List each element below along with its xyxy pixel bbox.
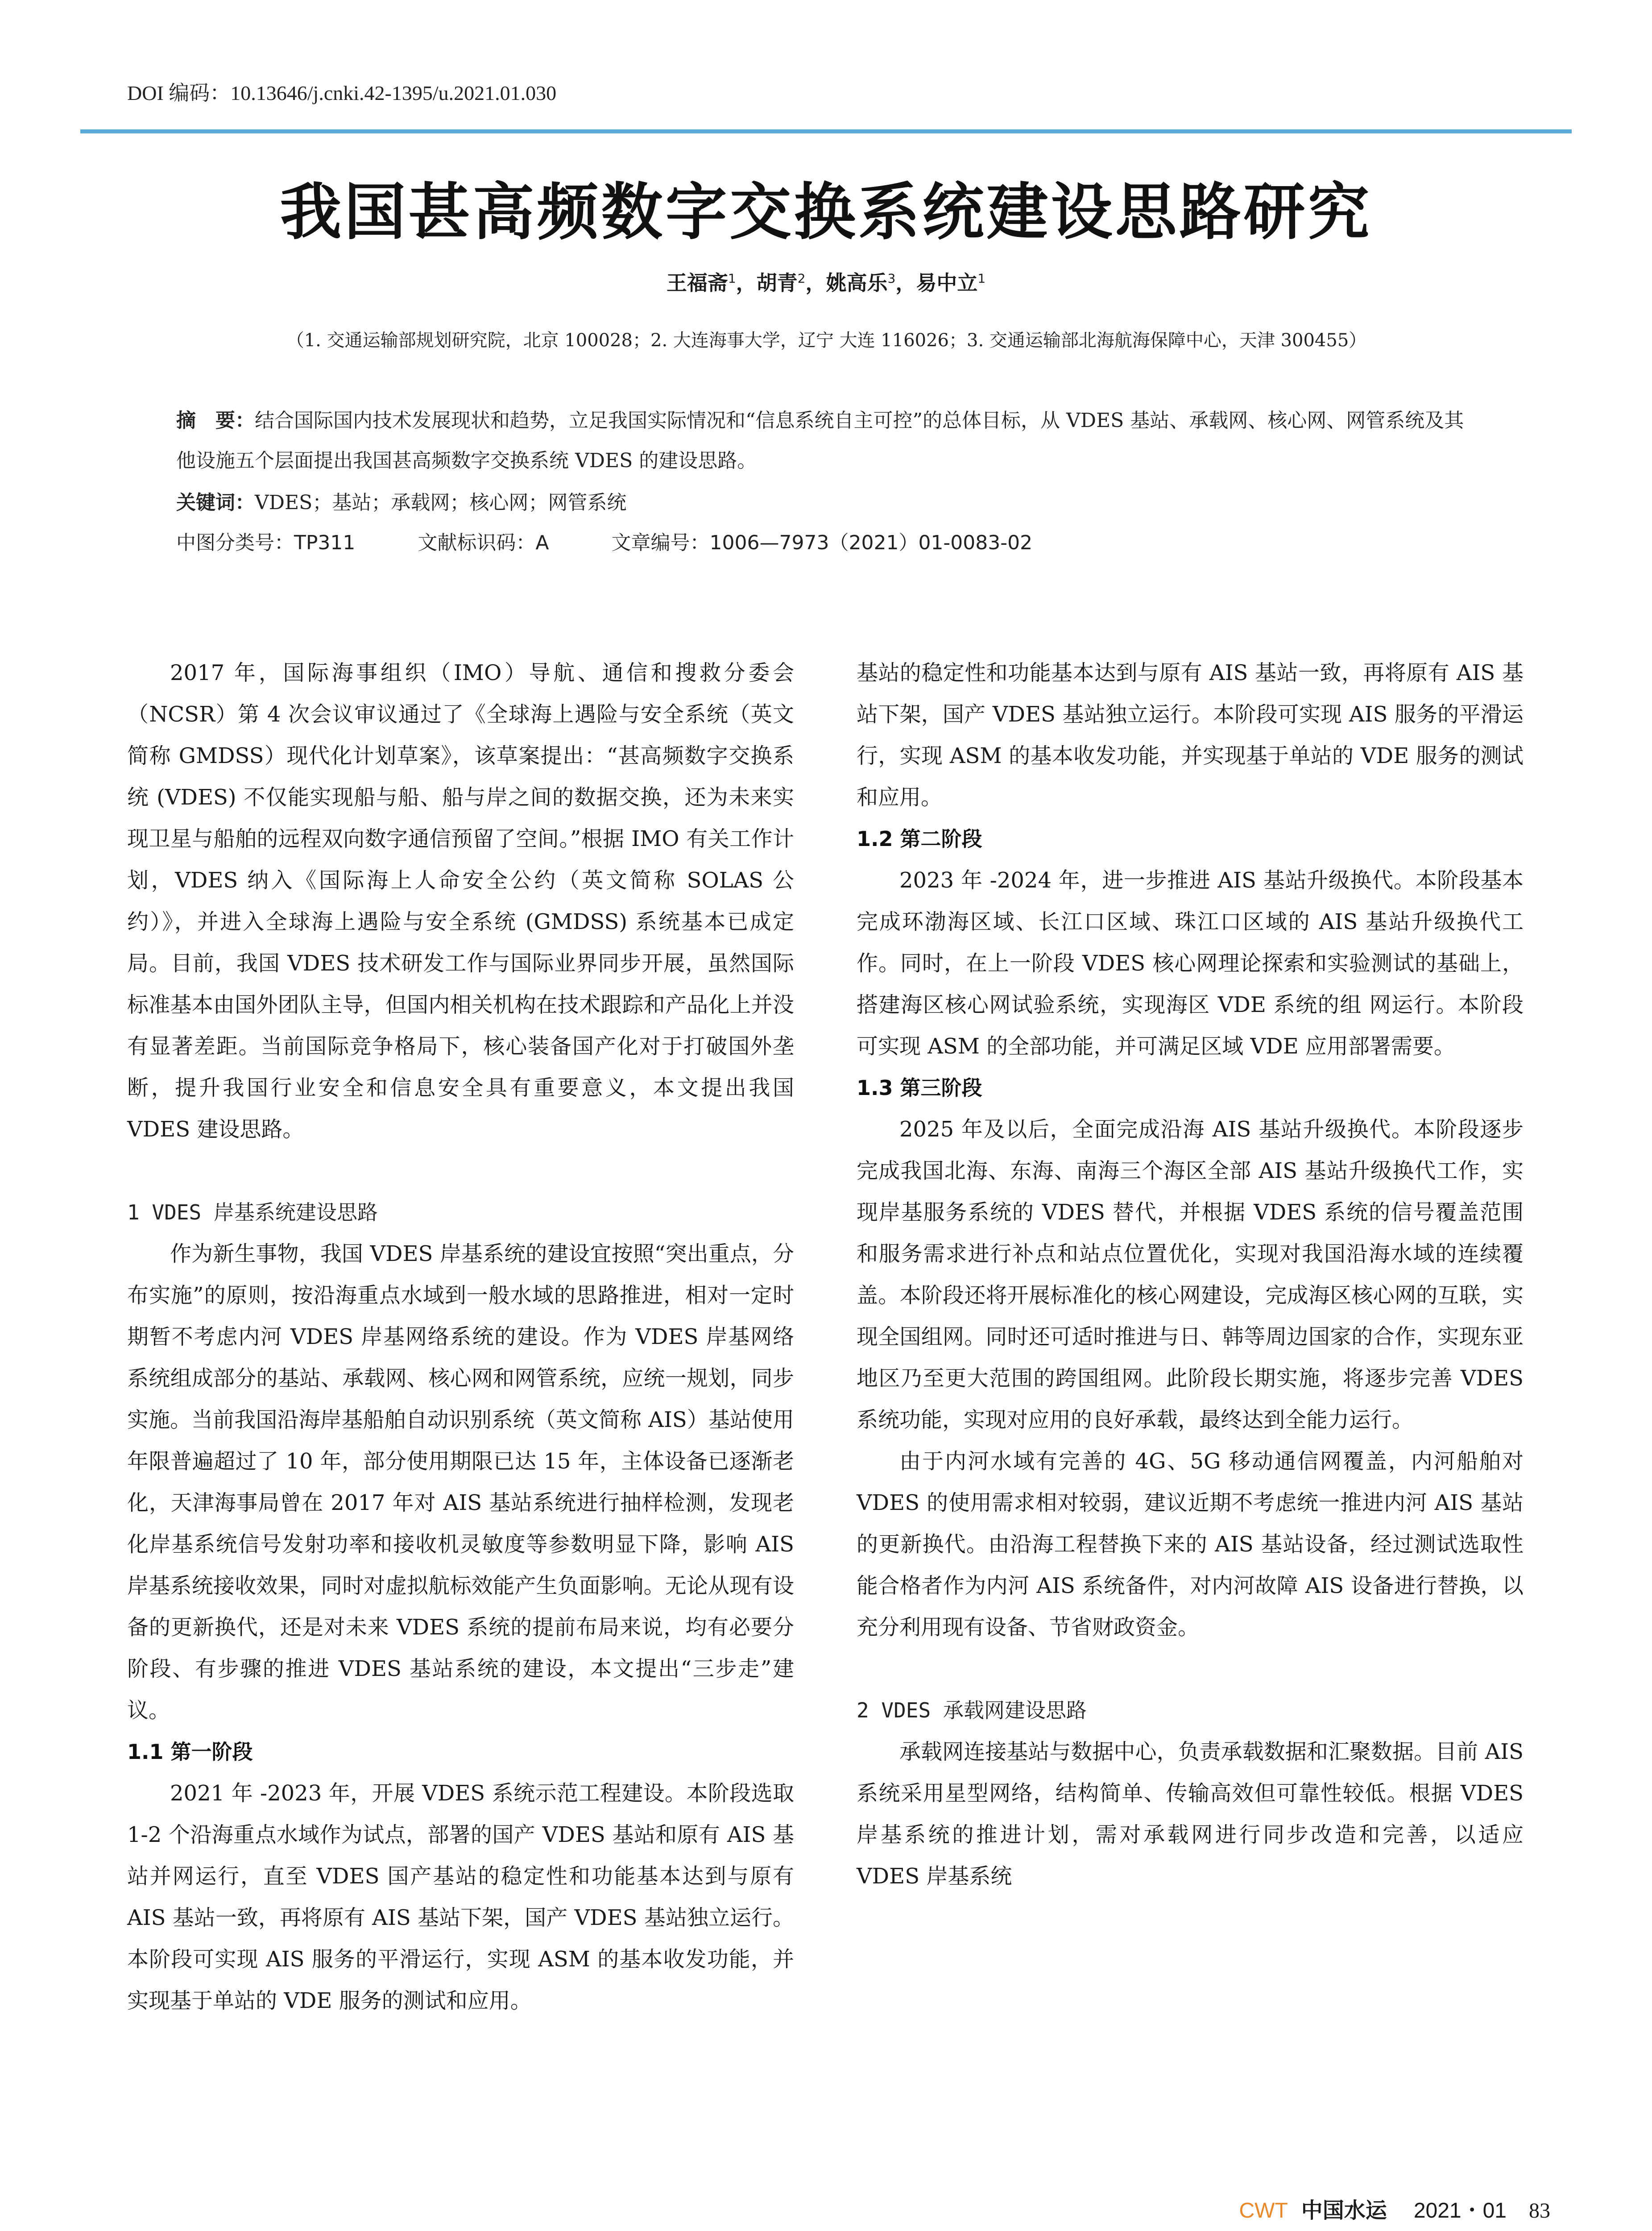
section-2-paragraph: 承载网连接基站与数据中心，负责承载数据和汇聚数据。目前 AIS 系统采用星型网络，结构简单、传输高效但可靠性较低。根据 VDES 岸基系统的推进计划，需对承载网进行同步改造和完善，以适应 VDES 岸基系统 [857,1739,1524,1889]
abstract-label: 摘 要： [176,409,255,432]
section-1-3-paragraph-2: 由于内河水域有完善的 4G、5G 移动通信网覆盖，内河船舶对 VDES 的使用需求相对较弱，建议近期不考虑统一推进内河 AIS 基站的更新换代。由沿海工程替换下来的 AIS 基站设备，经过测试选取性能合格者作为内河 AIS 系统备件，对内河故障 AIS 设备进行替换，以充分利用现有设备、节省财政资金。 [857,1449,1524,1640]
affiliations: （1. 交通运输部规划研究院，北京 100028；2. 大连海事大学，辽宁 大连 116026；3. 交通运输部北海航海保障中心，天津 300455） [286,330,1367,351]
issue-number: 2021・01 [1413,2199,1507,2223]
abstract [176,401,1483,481]
author-name: 易中立 [916,271,978,295]
page-footer [1239,2193,1551,2224]
author-name: 王福斋 [666,271,728,295]
right-column [857,652,1524,1897]
left-column [127,652,794,2013]
author-affil-mark: 2 [797,271,806,286]
intro-paragraph: 2017 年，国际海事组织（IMO）导航、通信和搜救分委会（NCSR）第 4 次会议审议通过了《全球海上遇险与安全系统（英文简称 GMDSS）现代化计划草案》，该草案提出：“甚高频数字交换系统 (VDES) 不仅能实现船与船、船与岸之间的数据交换，还为未来实现卫星与船舶的远程双向数字通信预留了空间。”根据 IMO 有关工作计划，VDES 纳入《国际海上人命安全公约（英文简称 SOLAS 公约）》，并进入全球海上遇险与安全系统 (GMDSS) 系统基本已成定局。目前，我国 VDES 技术研发工作与国际业界同步开展，虽然国际标准基本由国外团队主导，但国内相关机构在技术跟踪和产品化上并没有显著差距。当前国际竞争格局下，核心装备国产化对于打破国外垄断，提升我国行业安全和信息安全具有重要意义，本文提出我国 VDES 建设思路。 [127,660,794,1142]
section-1-2-heading: 1.2 第二阶段 [857,827,982,851]
section-1-1-paragraph: 2021 年 -2023 年，开展 VDES 系统示范工程建设。本阶段选取 1-2 个沿海重点水域作为试点，部署的国产 VDES 基站和原有 AIS 基站并网运行，直至 VDES 国产基站的稳定性和功能基本达到与原有 AIS 基站一致，再将原有 AIS 基站下架，国产 VDES 基站独立运行。本阶段可实现 AIS 服务的平滑运行，实现 ASM 的基本收发功能，并实现基于单站的 VDE 服务的测试和应用。 [127,1781,794,2013]
doi-line: DOI 编码：10.13646/j.cnki.42-1395/u.2021.01.030 [127,82,557,104]
journal-name: 中国水运 [1301,2198,1387,2223]
clc-code: 中图分类号：TP311 [176,531,356,554]
keywords-text: VDES；基站；承载网；核心网；网管系统 [255,491,627,514]
document-code: 文献标识码：A [418,531,549,554]
section-2-heading: 2 VDES 承载网建设思路 [857,1698,1087,1722]
author-affil-mark: 3 [887,271,896,286]
author-list: 王福斋$^1$，胡青$^2$，姚高乐$^3$，易中立$^1$ [666,271,986,295]
section-1-heading: 1 VDES 岸基系统建设思路 [127,1200,378,1224]
section-1-paragraph: 作为新生事物，我国 VDES 岸基系统的建设宜按照“突出重点，分布实施”的原则，按沿海重点水域到一般水域的思路推进，相对一定时期暂不考虑内河 VDES 岸基网络系统的建设。作为 VDES 岸基网络系统组成部分的基站、承载网、核心网和网管系统，应统一规划，同步实施。当前我国沿海岸基船舶自动识别系统（英文简称 AIS）基站使用年限普遍超过了 10 年，部分使用期限已达 15 年，主体设备已逐渐老化，天津海事局曾在 2017 年对 AIS 基站系统进行抽样检测，发现老化岸基系统信号发射功率和接收机灵敏度等参数明显下降，影响 AIS 岸基系统接收效果，同时对虚拟航标效能产生负面影响。无论从现有设备的更新换代，还是对未来 VDES 系统的提前布局来说，均有必要分阶段、有步骤的推进 VDES 基站系统的建设，本文提出“三步走”建议。 [127,1241,794,1723]
section-1-1-paragraph-continued: 基站的稳定性和功能基本达到与原有 AIS 基站一致，再将原有 AIS 基站下架，国产 VDES 基站独立运行。本阶段可实现 AIS 服务的平滑运行，实现 ASM 的基本收发功能，并实现基于单站的 VDE 服务的测试和应用。 [857,660,1524,810]
section-1-1-heading: 1.1 第一阶段 [127,1740,253,1764]
abstract-text: 结合国际国内技术发展现状和趋势，立足我国实际情况和“信息系统自主可控”的总体目标，从 VDES 基站、承载网、核心网、网管系统及其他设施五个层面提出我国甚高频数字交换系统 VDES 的建设思路。 [176,409,1464,472]
author-name: 胡青 [756,271,798,295]
classification-codes [176,523,1483,563]
journal-abbrev: CWT [1239,2199,1288,2223]
section-1-2-paragraph: 2023 年 -2024 年，进一步推进 AIS 基站升级换代。本阶段基本完成环渤海区域、长江口区域、珠江口区域的 AIS 基站升级换代工作。同时，在上一阶段 VDES 核心网理论探索和实验测试的基础上，搭建海区核心网试验系统，实现海区 VDE 系统的组 网运行。本阶段可实现 ASM 的全部功能，并可满足区域 VDE 应用部署需要。 [857,868,1524,1059]
author-affil-mark: 1 [977,271,986,286]
author-affil-mark: 1 [728,271,736,286]
paper-title: 我国甚高频数字交换系统建设思路研究 [280,175,1372,248]
header-rule [80,129,1572,133]
page-number: 83 [1529,2199,1550,2223]
article-number: 文章编号：1006—7973（2021）01-0083-02 [611,531,1033,554]
section-1-3-paragraph: 2025 年及以后，全面完成沿海 AIS 基站升级换代。本阶段逐步完成我国北海、东海、南海三个海区全部 AIS 基站升级换代工作，实现岸基服务系统的 VDES 替代，并根据 VDES 系统的信号覆盖范围和服务需求进行补点和站点位置优化，实现对我国沿海水域的连续覆盖。本阶段还将开展标准化的核心网建设，完成海区核心网的互联，实现全国组网。同时还可适时推进与日、韩等周边国家的合作，实现东亚地区乃至更大范围的跨国组网。此阶段长期实施，将逐步完善 VDES 系统功能，实现对应用的良好承载，最终达到全能力运行。 [857,1117,1524,1432]
section-1-3-heading: 1.3 第三阶段 [857,1076,982,1100]
keywords-label: 关键词： [176,491,255,514]
author-name: 姚高乐 [826,271,888,295]
keywords [176,483,1483,523]
